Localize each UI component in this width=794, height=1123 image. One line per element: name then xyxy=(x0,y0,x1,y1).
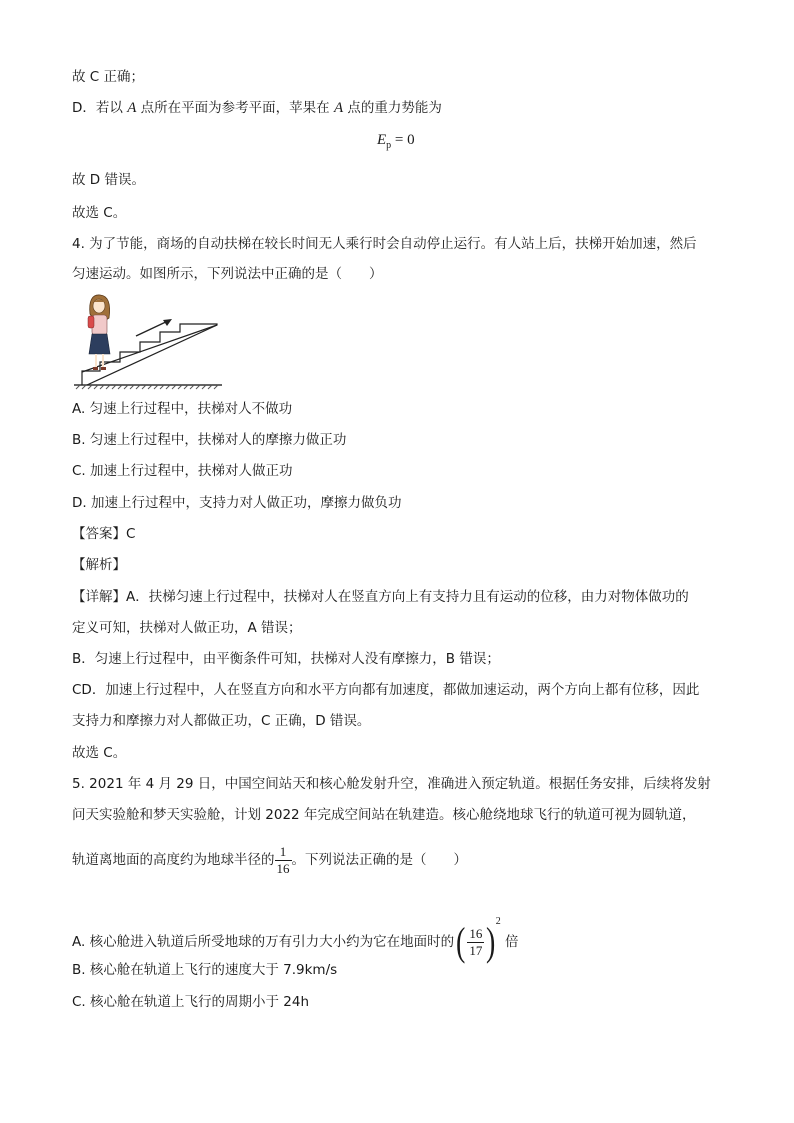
question-4-stem: 4. 为了节能，商场的自动扶梯在较长时间无人乘行时会自动停止运行。有人站上后，扶梯开始加速，然后 xyxy=(72,236,697,252)
escalator-illustration xyxy=(72,292,232,392)
detail-line: 【详解】A．扶梯匀速上行过程中，扶梯对人在竖直方向上有支持力且有运动的位移，由力对物体做功的 xyxy=(72,589,689,605)
option-a: A. 匀速上行过程中，扶梯对人不做功 xyxy=(72,401,293,417)
detail-line: 定义可知，扶梯对人做正功，A 错误； xyxy=(72,620,302,636)
option-b-q5: B. 核心舱在轨道上飞行的速度大于 7.9km/s xyxy=(72,962,338,978)
escalator-figure xyxy=(72,292,232,396)
exponent: 2 xyxy=(495,916,501,927)
fraction-16-17 xyxy=(467,926,484,959)
formula-value: = 0 xyxy=(391,132,415,148)
question-5-stem: 问天实验舱和梦天实验舱，计划 2022 年完成空间站在轨建造。核心舱绕地球飞行的轨道可视为圆轨道， xyxy=(72,807,696,823)
analysis-heading: 【解析】 xyxy=(72,557,126,573)
formula-potential-energy xyxy=(377,132,415,151)
detail-line: CD．加速上行过程中，人在竖直方向和水平方向都有加速度，都做加速运动，两个方向上都有位移，因此 xyxy=(72,682,700,698)
option-c-q5: C. 核心舱在轨道上飞行的周期小于 24h xyxy=(72,994,310,1010)
option-c: C. 加速上行过程中，扶梯对人做正功 xyxy=(72,463,293,479)
text-segment: 点的重力势能为 xyxy=(343,100,442,116)
text-line: 故 C 正确； xyxy=(72,69,145,85)
text-segment: A. 核心舱进入轨道后所受地球的万有引力大小约为它在地面时的 xyxy=(72,934,455,950)
fraction-numerator: 1 xyxy=(275,844,292,861)
formula-subscript: p xyxy=(386,140,392,151)
detail-line: 支持力和摩擦力对人都做正功，C 正确，D 错误。 xyxy=(72,713,371,729)
fraction-one-sixteenth xyxy=(275,844,292,877)
detail-line: 故选 C。 xyxy=(72,745,127,761)
fraction-denominator: 17 xyxy=(469,942,483,958)
girl-figure xyxy=(88,295,110,370)
detail-line: B．匀速上行过程中，由平衡条件可知，扶梯对人没有摩擦力，B 错误； xyxy=(72,651,500,667)
point-label-a: A xyxy=(127,100,137,116)
text-segment: 点所在平面为参考平面，苹果在 xyxy=(136,100,334,116)
fraction-numerator: 16 xyxy=(469,925,483,941)
text-line: 故选 C。 xyxy=(72,205,127,221)
text-line-option-d xyxy=(72,98,442,118)
text-segment: 。下列说法正确的是（ ） xyxy=(291,852,467,868)
option-a-q5 xyxy=(72,900,519,964)
left-paren: ( xyxy=(456,919,466,964)
text-segment: D．若以 xyxy=(72,100,128,116)
right-paren: ) xyxy=(486,919,496,964)
question-5-stem-fraction xyxy=(72,842,467,878)
text-segment: 倍 xyxy=(500,934,519,950)
point-label-a: A xyxy=(333,100,344,116)
formula-symbol: E xyxy=(377,132,387,148)
question-4-stem: 匀速运动。如图所示，下列说法中正确的是（ ） xyxy=(72,266,383,282)
option-b: B. 匀速上行过程中，扶梯对人的摩擦力做正功 xyxy=(72,432,347,448)
answer-line: 【答案】C xyxy=(72,526,136,542)
text-segment: 轨道离地面的高度约为地球半径的 xyxy=(72,852,275,868)
fraction-denominator: 16 xyxy=(276,860,290,876)
option-d: D. 加速上行过程中，支持力对人做正功，摩擦力做负功 xyxy=(72,495,402,511)
text-line: 故 D 错误。 xyxy=(72,172,145,188)
question-5-stem: 5. 2021 年 4 月 29 日，中国空间站天和核心舱发射升空，准确进入预定轨道。根据任务安排，后续将发射 xyxy=(72,776,711,792)
